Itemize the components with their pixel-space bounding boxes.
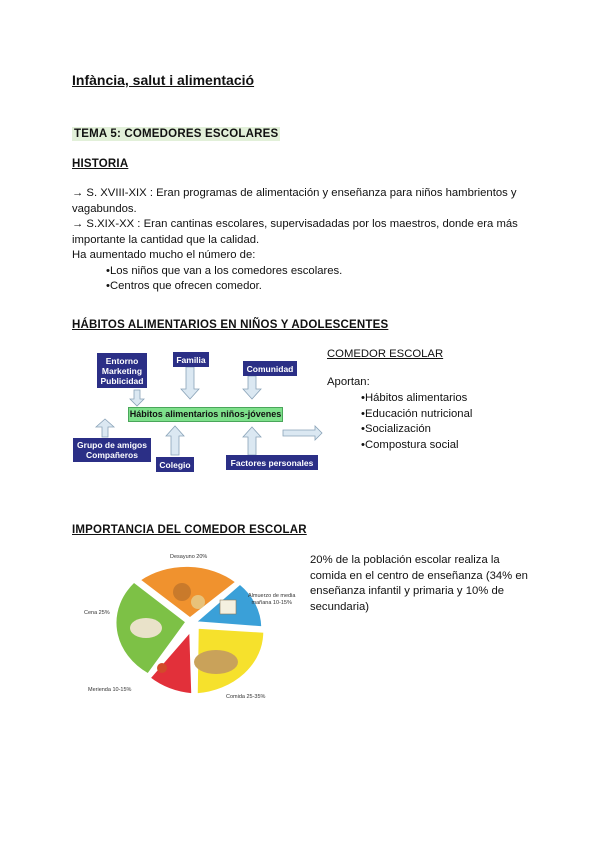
list-item: • Compostura social xyxy=(361,438,472,454)
habitos-diagram xyxy=(70,345,330,475)
aportan-list xyxy=(361,391,472,453)
marketing-label: Marketing xyxy=(101,365,143,376)
list-item: • Los niños que van a los comedores escolares. xyxy=(106,264,542,280)
tema-heading: TEMA 5: COMEDORES ESCOLARES xyxy=(74,128,279,140)
companeros-label: Compañeros xyxy=(86,450,138,460)
label-almuerzo xyxy=(248,593,295,607)
list-item: • Educación nutricional xyxy=(361,407,472,423)
publicidad-label: Publicidad xyxy=(100,375,144,386)
label-comida: Comida 25-35% xyxy=(226,694,266,700)
label-desayuno: Desayuno 20% xyxy=(170,554,208,560)
historia-bullets xyxy=(106,264,542,295)
list-item: • Hábitos alimentarios xyxy=(361,391,472,407)
meals-pie xyxy=(80,550,305,705)
comedor-heading: COMEDOR ESCOLAR xyxy=(327,348,444,360)
colegio-box: Colegio xyxy=(156,457,194,472)
list-item: • Socialización xyxy=(361,422,472,438)
historia-heading: HISTORIA xyxy=(72,158,129,170)
label-cena: Cena 25% xyxy=(84,610,110,616)
label-almuerzo-1: Almuerzo de media xyxy=(248,593,296,599)
historia-text xyxy=(72,186,542,295)
importancia-text xyxy=(310,553,540,615)
historia-line2: → S.XIX-XX : Eran cantinas escolares, supervisadadas por los maestros, donde era más xyxy=(72,218,518,230)
page-title: Infància, salut i alimentació xyxy=(72,72,255,88)
historia-line1: → S. XVIII-XIX : Eran programas de alimentación y enseñanza para niños hambrientos y xyxy=(72,187,517,199)
list-item: • Centros que ofrecen comedor. xyxy=(106,279,542,295)
grupo-box xyxy=(73,438,151,462)
importancia-line: secundaria) xyxy=(310,600,370,613)
aportan-label: Aportan: xyxy=(327,376,370,388)
comunidad-box: Comunidad xyxy=(243,361,297,376)
habitos-center-box: Hábitos alimentarios niños-jóvenes xyxy=(128,407,283,422)
importancia-line: enseñanza infantil y primaria y 10% de xyxy=(310,585,505,597)
label-merienda: Merienda 10-15% xyxy=(88,687,132,693)
importancia-line: 20% de la población escolar realiza la xyxy=(310,554,500,566)
habitos-heading: HÁBITOS ALIMENTARIOS EN NIÑOS Y ADOLESCENTES xyxy=(72,319,389,331)
grupo-label: Grupo de amigos xyxy=(77,440,147,450)
entorno-box xyxy=(97,353,147,388)
importancia-heading: IMPORTANCIA DEL COMEDOR ESCOLAR xyxy=(72,524,307,536)
historia-line2b: importante la cantidad que la calidad. xyxy=(72,233,260,246)
entorno-label: Entorno xyxy=(105,355,139,366)
label-almuerzo-2: mañana 10-15% xyxy=(251,600,292,606)
meals-pie-illustration xyxy=(80,550,305,705)
historia-line1b: vagabundos. xyxy=(72,202,137,215)
factores-box: Factores personales xyxy=(226,455,318,470)
historia-line3: Ha aumentado mucho el número de: xyxy=(72,249,256,261)
familia-box: Familia xyxy=(173,352,209,367)
importancia-line: comida en el centro de enseñanza (34% en xyxy=(310,569,528,582)
